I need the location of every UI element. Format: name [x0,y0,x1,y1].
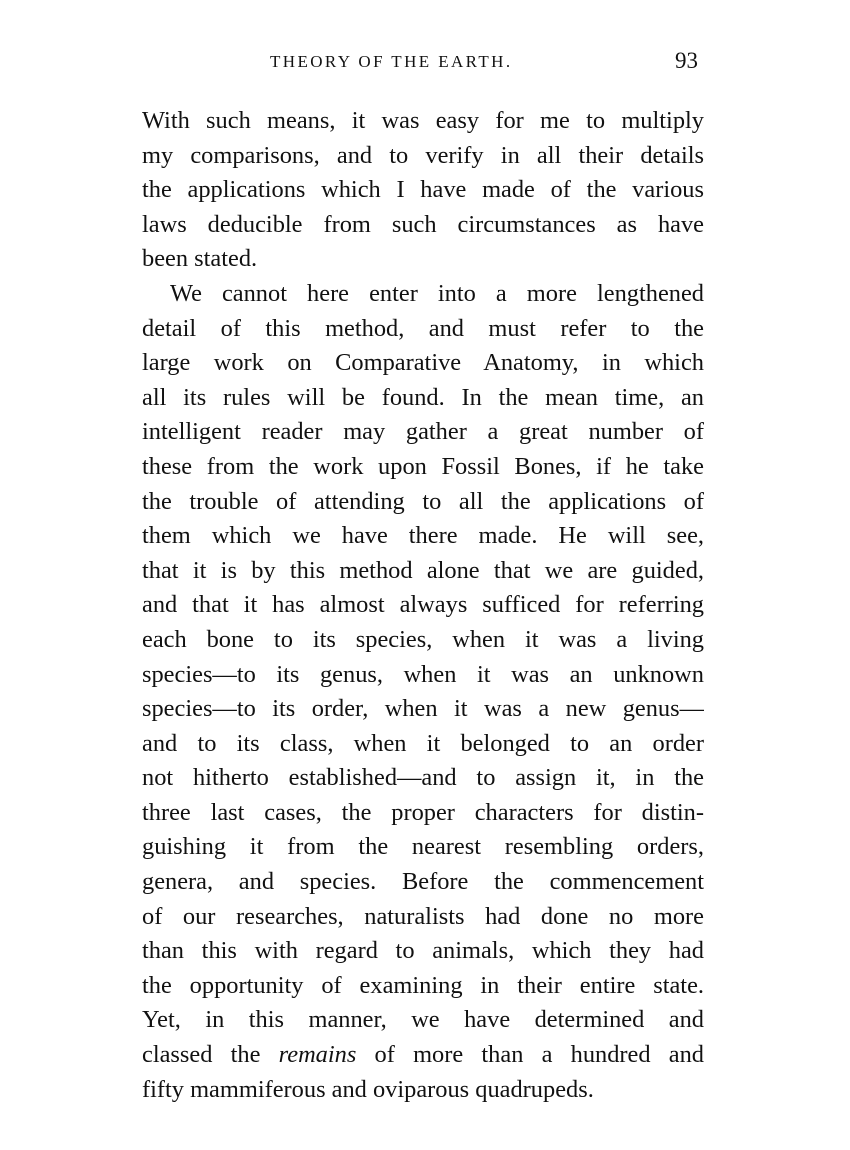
text-line: With such means, it was easy for me to multiply [142,107,704,134]
text-line: been stated. [142,245,258,273]
text-fragment: of more than a hundred and [356,1041,704,1069]
text-line: of our researches, naturalists had done no more [142,902,704,930]
text-line: laws deducible from such circumstances as have [142,210,704,238]
text-line: genera, and species. Before the commencement [142,868,704,896]
page-number: 93 [675,48,698,73]
text-line: intelligent reader may gather a great number of [142,418,704,446]
text-fragment: classed the [142,1041,279,1069]
text-line: three last cases, the proper characters for distin- [142,798,704,826]
text-line: my comparisons, and to verify in all their details [142,141,704,169]
text-line: detail of this method, and must refer to the [142,314,704,342]
text-line: them which we have there made. He will see, [142,522,704,550]
running-head [142,48,704,78]
text-line: guishing it from the nearest resembling orders, [142,833,704,861]
text-line: that it is by this method alone that we are guided, [142,556,704,584]
running-title: THEORY OF THE EARTH. [270,52,513,71]
text-line: not hitherto established—and to assign it, in the [142,764,704,792]
text-line: all its rules will be found. In the mean time, an [142,383,704,411]
text-line: large work on Comparative Anatomy, in which [142,349,704,377]
text-line: the applications which I have made of the various [142,176,704,204]
text-line-with-italic [142,1038,704,1073]
text-line: Yet, in this manner, we have determined and [142,1006,704,1034]
text-line: and that it has almost always sufficed for referring [142,591,704,619]
text-line: the opportunity of examining in their entire state. [142,971,704,999]
text-line: these from the work upon Fossil Bones, if he take [142,452,704,480]
text-line: than this with regard to animals, which they had [142,937,704,965]
text-line: species—to its genus, when it was an unknown [142,660,704,688]
text-line: We cannot here enter into a more lengthened [170,279,704,307]
text-line: the trouble of attending to all the applications of [142,487,704,515]
text-line: and to its class, when it belonged to an order [142,729,704,757]
text-line: each bone to its species, when it was a living [142,625,704,653]
body-text [142,104,704,1107]
italic-word: remains [278,1041,357,1069]
text-line: fifty mammiferous and oviparous quadrupeds. [142,1075,594,1103]
text-line: species—to its order, when it was a new genus— [142,695,704,723]
